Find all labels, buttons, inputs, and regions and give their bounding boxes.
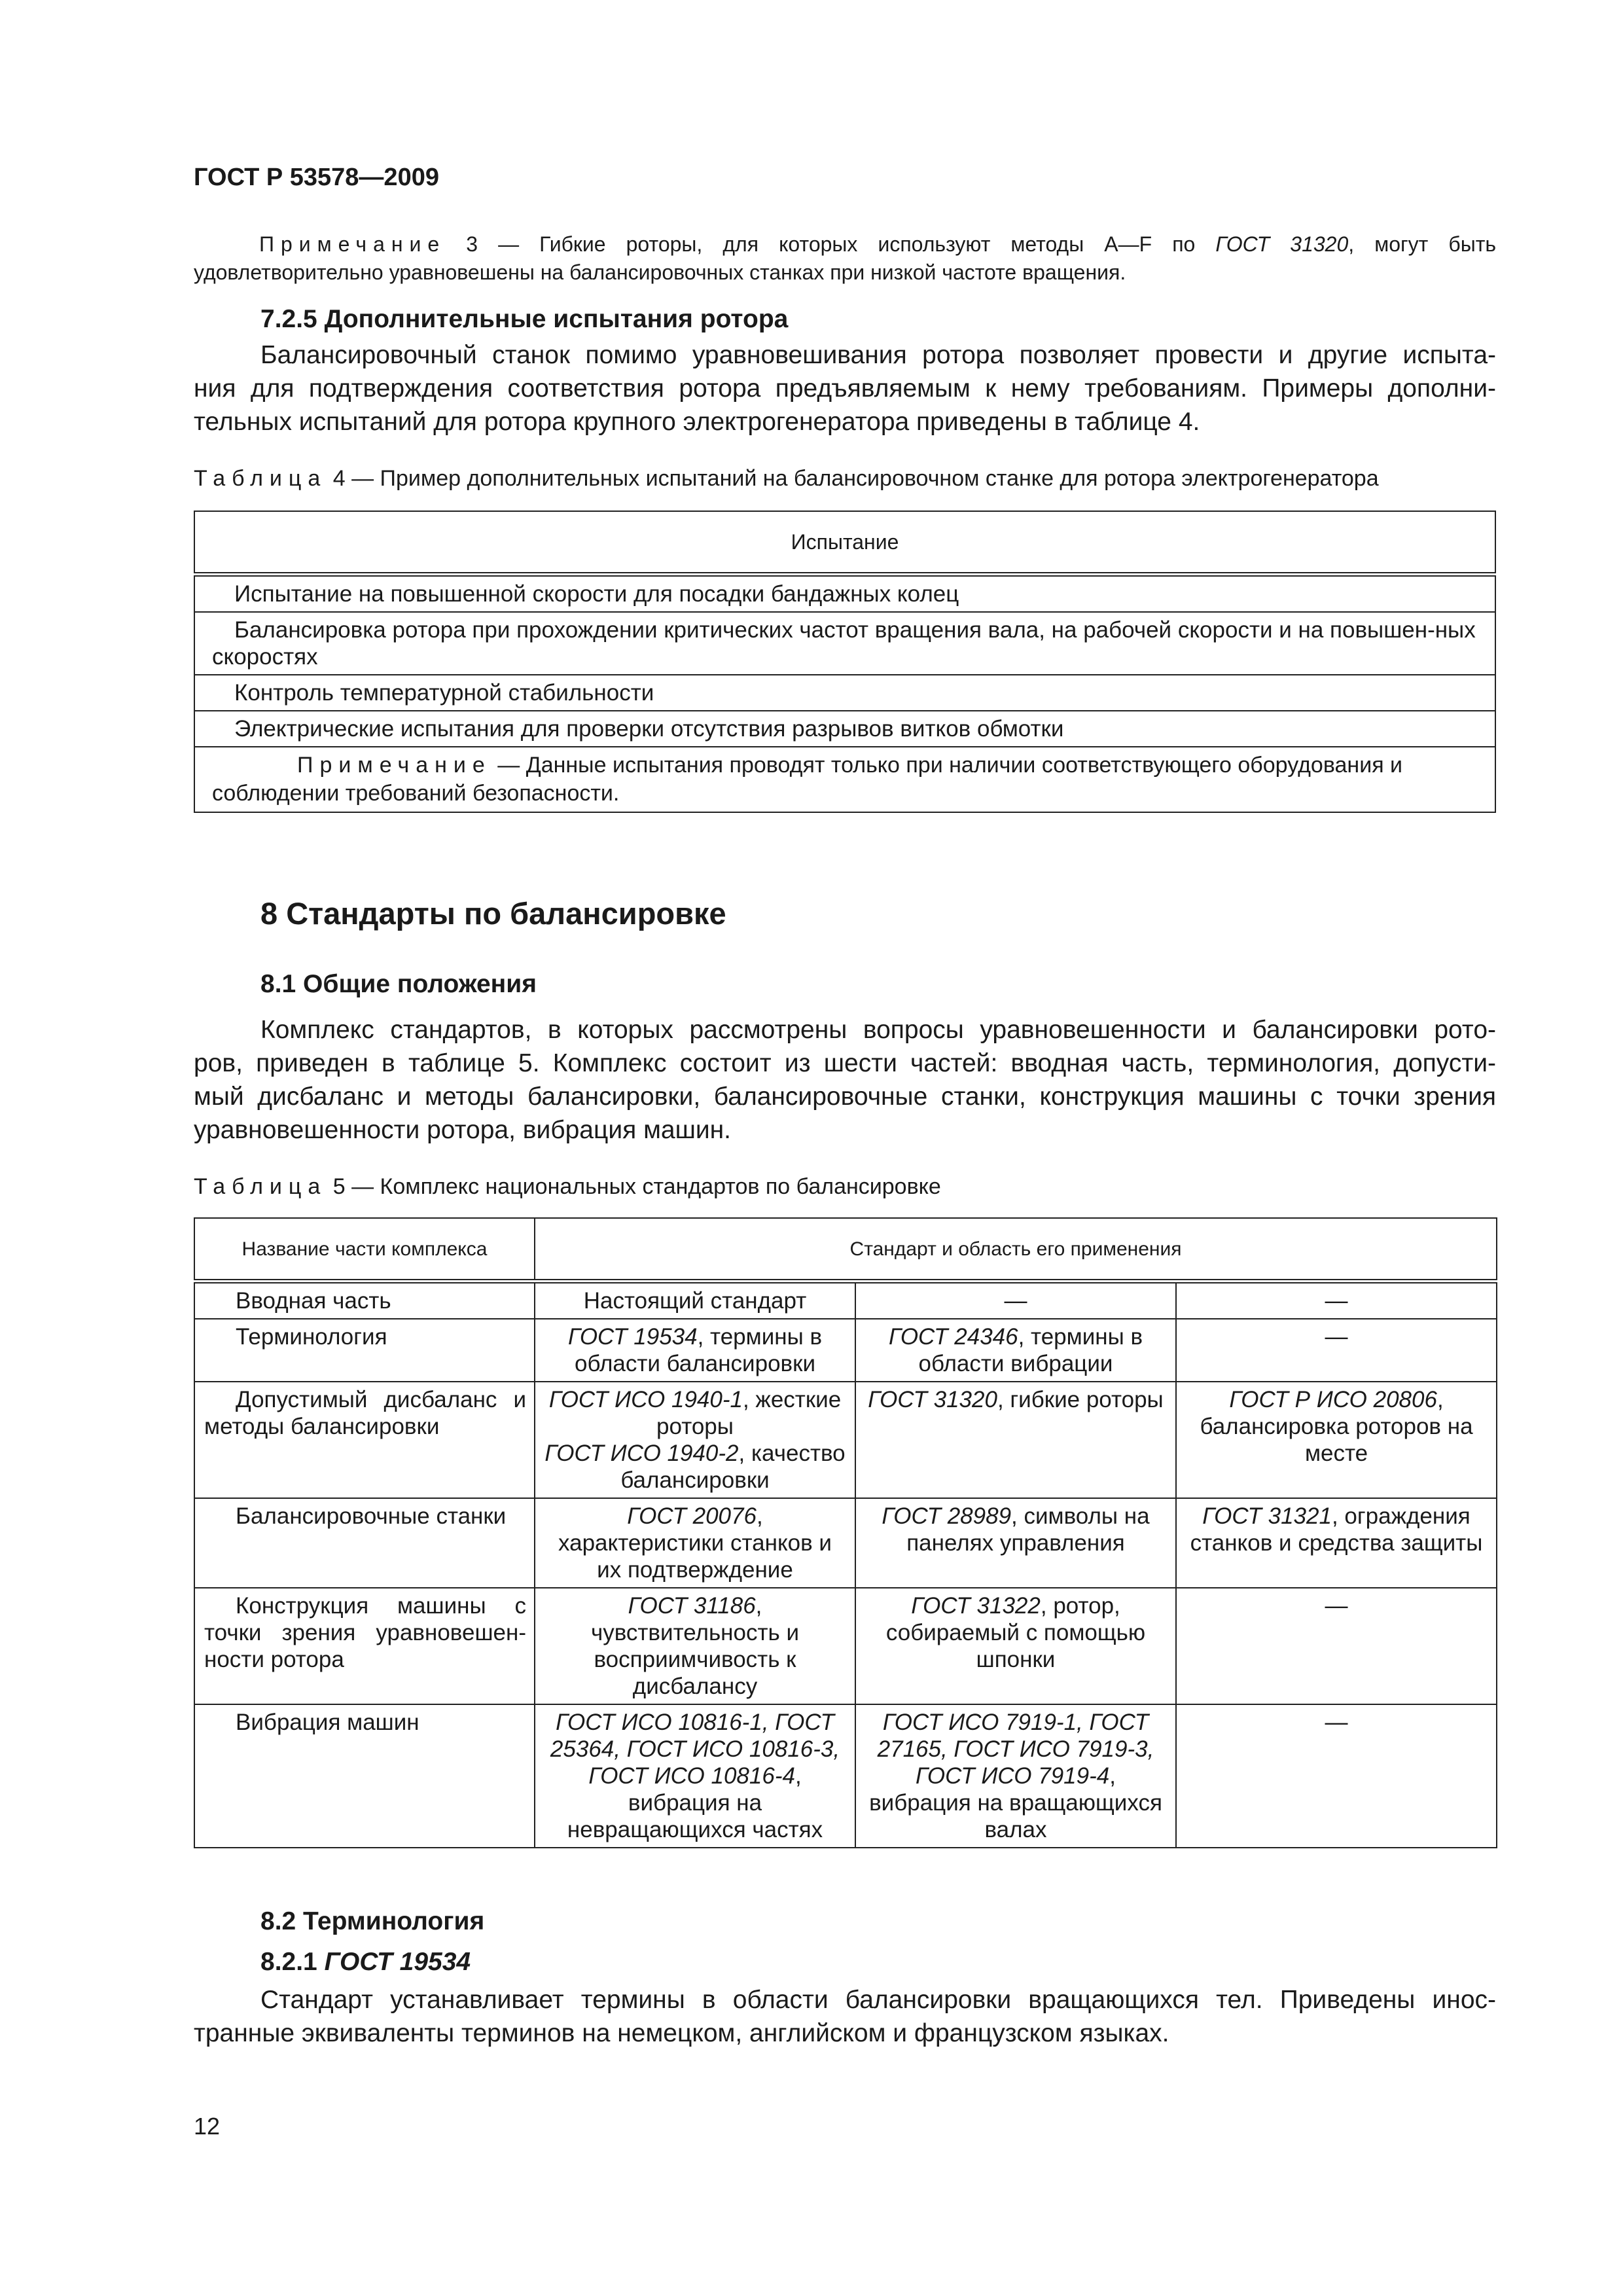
table-row: Испытание на повышенной скорости для посадки бандажных колец: [194, 575, 1495, 613]
paragraph-line: тельных испытаний для ротора крупного электрогенератора приведены в таблице 4.: [194, 408, 1200, 436]
section-ref: ГОСТ 19534: [324, 1948, 471, 1976]
section-7-2-5-body: [194, 338, 1496, 439]
table-5-caption: [194, 1174, 941, 1200]
table-4: [194, 511, 1496, 813]
standard-ref: ГОСТ 31322: [911, 1593, 1041, 1619]
table-row: [194, 1704, 1497, 1848]
note-label: Примечание: [297, 753, 491, 778]
paragraph-line: ров, приведен в таблице 5. Комплекс состоит из шести частей: вводная часть, терминология, допусти-: [194, 1049, 1496, 1077]
paragraph-line: мый дисбаланс и методы балансировки, балансировочные станки, конструкция машины с точки зрения: [194, 1083, 1496, 1111]
standard-desc: , термины в области балансировки: [575, 1324, 823, 1376]
paragraph-line: Стандарт устанавливает термины в области балансировки вращающихся тел. Приведены инос-: [260, 1986, 1496, 2014]
section-8-2-1-heading: [260, 1948, 471, 1977]
standard-desc: , вибрация на вращающихся валах: [869, 1763, 1162, 1842]
table-4-note: [194, 747, 1495, 812]
table-5-head-standard: Стандарт и область его применения: [535, 1218, 1497, 1282]
section-number: 8.2.1: [260, 1948, 325, 1976]
cell-standard: [1176, 1498, 1497, 1588]
cell-standard: —: [1176, 1282, 1497, 1319]
cell-standard: —: [1176, 1319, 1497, 1382]
section-8-1-heading: 8.1 Общие положения: [260, 970, 537, 998]
standard-ref: ГОСТ Р ИСО 20806: [1229, 1387, 1437, 1412]
caption-label: Таблица: [194, 466, 327, 491]
cell-standard: [855, 1704, 1176, 1848]
cell-part: Вибрация машин: [194, 1704, 535, 1848]
cell-part: Балансировочные станки: [194, 1498, 535, 1588]
cell-standard: —: [1176, 1704, 1497, 1848]
paragraph-line: уравновешенности ротора, вибрация машин.: [194, 1116, 732, 1144]
page-number: 12: [194, 2113, 221, 2140]
cell-part: Допустимый дисбаланс и методы балансировки: [194, 1382, 535, 1498]
paragraph-line: Балансировочный станок помимо уравновешивания ротора позволяет провести и другие испыта-: [260, 341, 1496, 369]
cell-standard: —: [855, 1282, 1176, 1319]
standard-desc: , жесткие роторы: [656, 1387, 842, 1439]
paragraph-line: Комплекс стандартов, в которых рассмотрены вопросы уравновешенности и балансировки рото-: [260, 1016, 1496, 1044]
standard-desc: , качество балансировки: [620, 1441, 846, 1493]
table-row: [194, 1319, 1497, 1382]
document-header: ГОСТ Р 53578—2009: [194, 164, 439, 191]
standard-desc: , характеристики станков и их подтверждение: [558, 1503, 832, 1583]
cell-standard: [535, 1588, 855, 1704]
standard-ref: ГОСТ ИСО 10816-1, ГОСТ 25364, ГОСТ ИСО 10816-3, ГОСТ ИСО 10816-4: [550, 1710, 840, 1789]
cell-standard: —: [1176, 1588, 1497, 1704]
table-row: Балансировка ротора при прохождении критических частот вращения вала, на рабочей скорости и на повышен-ных скоростях: [194, 612, 1495, 675]
note-text-end: , могут быть: [1348, 232, 1497, 256]
table-row: [194, 1498, 1497, 1588]
standard-desc: , термины в области вибрации: [918, 1324, 1143, 1376]
cell-standard: [1176, 1382, 1497, 1498]
standard-ref: ГОСТ 24346: [888, 1324, 1018, 1350]
cell-standard: Настоящий стандарт: [535, 1282, 855, 1319]
standard-ref: ГОСТ ИСО 7919-1, ГОСТ 27165, ГОСТ ИСО 7919-3, ГОСТ ИСО 7919-4: [877, 1710, 1154, 1789]
note-number: 3: [466, 232, 478, 256]
cell-standard: [535, 1382, 855, 1498]
section-8-2-1-body: [194, 1983, 1496, 2050]
standard-desc: , ротор, собираемый с помощью шпонки: [885, 1593, 1146, 1672]
note-line-2: удовлетворительно уравновешены на балансировочных станках при низкой частоте вращения.: [194, 260, 1126, 284]
standard-ref: ГОСТ ИСО 1940-2: [544, 1441, 739, 1466]
standard-ref: ГОСТ 31186: [628, 1593, 756, 1619]
cell-part: Терминология: [194, 1319, 535, 1382]
table-row: [194, 1282, 1497, 1319]
standard-ref: ГОСТ 20076: [627, 1503, 757, 1529]
standard-desc: , балансировка роторов на месте: [1200, 1387, 1473, 1466]
table-5: [194, 1217, 1497, 1848]
standard-ref: ГОСТ 31320: [868, 1387, 997, 1412]
table-row: Электрические испытания для проверки отсутствия разрывов витков обмотки: [194, 711, 1495, 747]
table-4-caption: [194, 466, 1379, 492]
cell-standard: [855, 1588, 1176, 1704]
caption-text: 4 — Пример дополнительных испытаний на балансировочном станке для ротора электрогенератора: [327, 466, 1379, 491]
cell-part: Конструкция машины с точки зрения уравновешен-ности ротора: [194, 1588, 535, 1704]
paragraph-line: ния для подтверждения соответствия ротора предъявляемым к нему требованиям. Примеры дополни-: [194, 374, 1496, 403]
standard-ref: ГОСТ 19534: [567, 1324, 698, 1350]
caption-text: 5 — Комплекс национальных стандартов по балансировке: [327, 1174, 941, 1199]
standard-desc: , символы на панелях управления: [906, 1503, 1150, 1556]
cell-standard: [855, 1498, 1176, 1588]
standard-desc: , ограждения станков и средства защиты: [1190, 1503, 1483, 1556]
note-label: Примечание: [259, 232, 446, 256]
section-8-1-body: [194, 1013, 1496, 1147]
cell-standard: [535, 1498, 855, 1588]
standard-desc: , гибкие роторы: [997, 1387, 1164, 1412]
standard-desc: , чувствительность и восприимчивость к дисбалансу: [590, 1593, 800, 1699]
section-8-2-heading: 8.2 Терминология: [260, 1907, 485, 1935]
table-row: [194, 1588, 1497, 1704]
cell-standard: [535, 1319, 855, 1382]
table-row: [194, 1382, 1497, 1498]
note-ref: ГОСТ 31320: [1215, 232, 1349, 256]
section-8-heading: 8 Стандарты по балансировке: [260, 896, 726, 931]
standard-desc: , вибрация на невращающихся частях: [567, 1763, 823, 1842]
cell-standard: [855, 1382, 1176, 1498]
standard-ref: ГОСТ 31321: [1202, 1503, 1332, 1529]
paragraph-line: транные эквиваленты терминов на немецком, английском и французском языках.: [194, 2019, 1169, 2047]
note-text: — Гибкие роторы, для которых используют методы A—F по: [478, 232, 1216, 256]
note-text: — Данные испытания проводят только при наличии соответствующего оборудования и соблюдении требований безопасности.: [212, 753, 1403, 806]
cell-standard: [535, 1704, 855, 1848]
cell-standard: [855, 1319, 1176, 1382]
standard-ref: ГОСТ ИСО 1940-1: [548, 1387, 743, 1412]
note-3: [194, 230, 1496, 287]
standard-ref: ГОСТ 28989: [882, 1503, 1012, 1529]
caption-label: Таблица: [194, 1174, 327, 1199]
section-7-2-5-heading: 7.2.5 Дополнительные испытания ротора: [260, 305, 789, 333]
table-4-header: Испытание: [194, 511, 1495, 575]
cell-part: Вводная часть: [194, 1282, 535, 1319]
table-row: Контроль температурной стабильности: [194, 675, 1495, 711]
table-5-head-part: Название части комплекса: [194, 1218, 535, 1282]
